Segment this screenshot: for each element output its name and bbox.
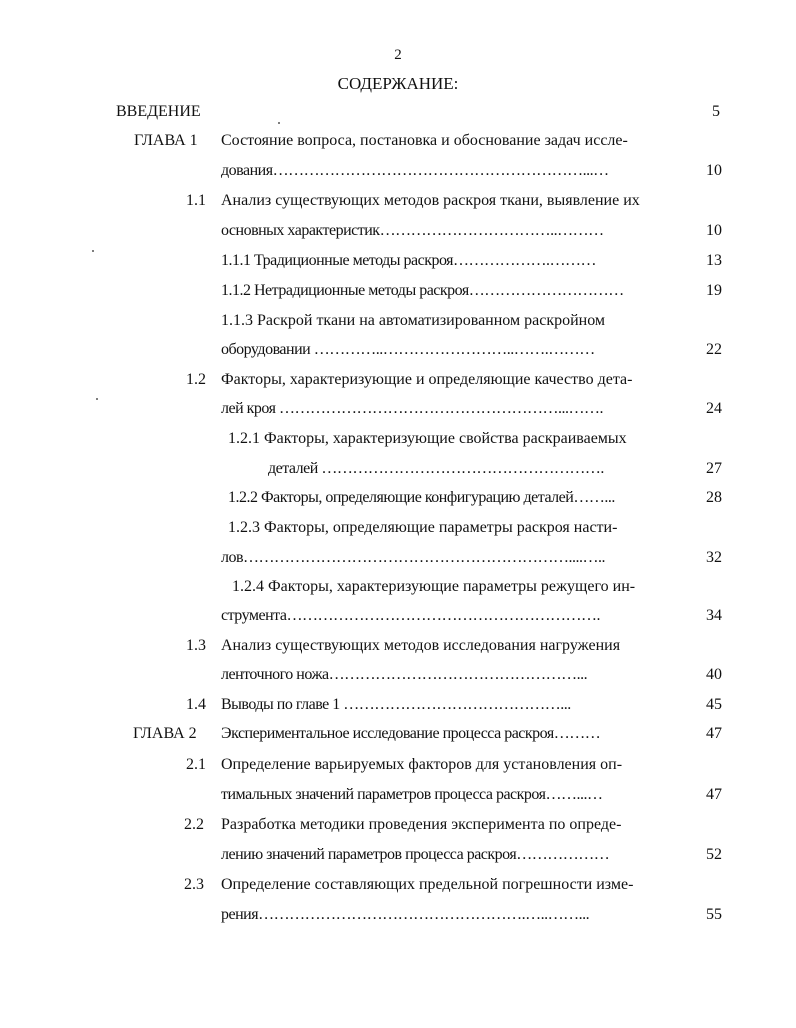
toc-section-1-2-3-title-line2: лов………………………………………………………....….. <box>221 549 606 566</box>
toc-section-2-1-title-line1: Определение варьируемых факторов для установления оп- <box>221 756 623 773</box>
toc-intro-label: ВВЕДЕНИЕ <box>116 103 201 120</box>
toc-section-2-2-number: 2.2 <box>184 816 204 833</box>
toc-section-1-3-title-line2: ленточного ножа…………………………………………... <box>221 666 588 683</box>
toc-chapter2-title: Экспериментальное исследование процесса раскроя……… <box>221 725 601 742</box>
page-number: 2 <box>394 47 402 63</box>
toc-chapter1-title-line1: Состояние вопроса, постановка и обоснование задач иссле- <box>221 132 628 149</box>
scan-speck <box>92 250 94 252</box>
toc-section-1-1-page: 10 <box>706 222 722 239</box>
toc-heading: СОДЕРЖАНИЕ: <box>337 74 459 93</box>
toc-section-1-2-3-page: 32 <box>706 549 722 566</box>
toc-section-2-2-title-line1: Разработка методики проведения эксперимента по опреде- <box>221 816 622 833</box>
toc-section-2-3-title-line1: Определение составляющих предельной погрешности изме- <box>221 876 634 893</box>
scan-speck <box>96 398 98 400</box>
toc-section-1-1-1-page: 13 <box>706 252 722 269</box>
toc-section-1-1-3-title-line2: оборудовании …………..……………………..…….……… <box>221 341 595 358</box>
toc-section-2-3-page: 55 <box>706 906 722 923</box>
toc-chapter1-title-line2: дования……………………………………………………...… <box>221 162 609 179</box>
toc-section-1-1-3-page: 22 <box>706 341 722 358</box>
toc-section-1-2-title-line2: лей кроя ………………………………………………...……. <box>221 400 603 417</box>
toc-chapter2-page: 47 <box>706 725 722 742</box>
toc-section-1-3-number: 1.3 <box>186 637 206 654</box>
toc-section-2-2-page: 52 <box>706 846 722 863</box>
toc-section-2-3-number: 2.3 <box>184 876 204 893</box>
toc-section-1-2-title-line1: Факторы, характеризующие и определяющие качество дета- <box>221 371 633 388</box>
toc-section-1-1-title-line1: Анализ существующих методов раскроя ткани, выявление их <box>221 192 640 209</box>
toc-section-1-2-4-title-line1: 1.2.4 Факторы, характеризующие параметры режущего ин- <box>232 578 636 595</box>
toc-section-1-2-1-title-line1: 1.2.1 Факторы, характеризующие свойства раскраиваемых <box>228 430 627 447</box>
toc-section-1-1-3-title-line1: 1.1.3 Раскрой ткани на автоматизированном раскройном <box>221 312 606 329</box>
toc-section-1-1-title-line2: основных характеристик……………………………..……… <box>221 222 604 239</box>
toc-section-2-1-page: 47 <box>706 786 722 803</box>
toc-section-1-2-page: 24 <box>706 400 722 417</box>
toc-section-1-1-1-title: 1.1.1 Традиционные методы раскроя……………….……… <box>221 252 597 269</box>
toc-section-1-2-number: 1.2 <box>186 371 206 388</box>
toc-chapter2-label: ГЛАВА 2 <box>133 725 197 742</box>
toc-section-1-1-2-title: 1.1.2 Нетрадиционные методы раскроя………………………… <box>221 282 624 299</box>
toc-intro-page: 5 <box>712 103 720 120</box>
toc-section-1-2-1-title-line2: деталей ………………………………………………. <box>268 460 604 477</box>
toc-section-1-1-2-page: 19 <box>706 282 722 299</box>
toc-section-2-2-title-line2: лению значений параметров процесса раскроя……………… <box>221 846 610 863</box>
scan-speck <box>278 122 280 124</box>
toc-section-1-2-4-title-line2: струмента……………………………………………………. <box>221 607 600 624</box>
toc-section-1-2-2-page: 28 <box>706 489 722 506</box>
toc-section-1-1-number: 1.1 <box>186 192 206 209</box>
toc-section-1-4-page: 45 <box>706 696 722 713</box>
toc-chapter1-page: 10 <box>706 162 722 179</box>
toc-section-1-3-page: 40 <box>706 666 722 683</box>
toc-section-1-4-number: 1.4 <box>186 696 206 713</box>
toc-section-2-1-number: 2.1 <box>186 756 206 773</box>
toc-section-1-4-title: Выводы по главе 1 ……………………………………... <box>221 696 571 713</box>
toc-section-1-2-2-title: 1.2.2 Факторы, определяющие конфигурацию деталей……... <box>228 489 615 506</box>
toc-chapter1-label: ГЛАВА 1 <box>134 132 198 149</box>
toc-section-1-2-3-title-line1: 1.2.3 Факторы, определяющие параметры раскроя насти- <box>228 519 618 536</box>
toc-section-1-2-4-page: 34 <box>706 607 722 624</box>
toc-section-1-2-1-page: 27 <box>706 460 722 477</box>
toc-section-2-1-title-line2: тимальных значений параметров процесса раскроя……...… <box>221 786 603 803</box>
toc-section-1-3-title-line1: Анализ существующих методов исследования нагружения <box>221 637 621 654</box>
toc-section-2-3-title-line2: рения…………………………………………….…..……... <box>221 906 590 923</box>
